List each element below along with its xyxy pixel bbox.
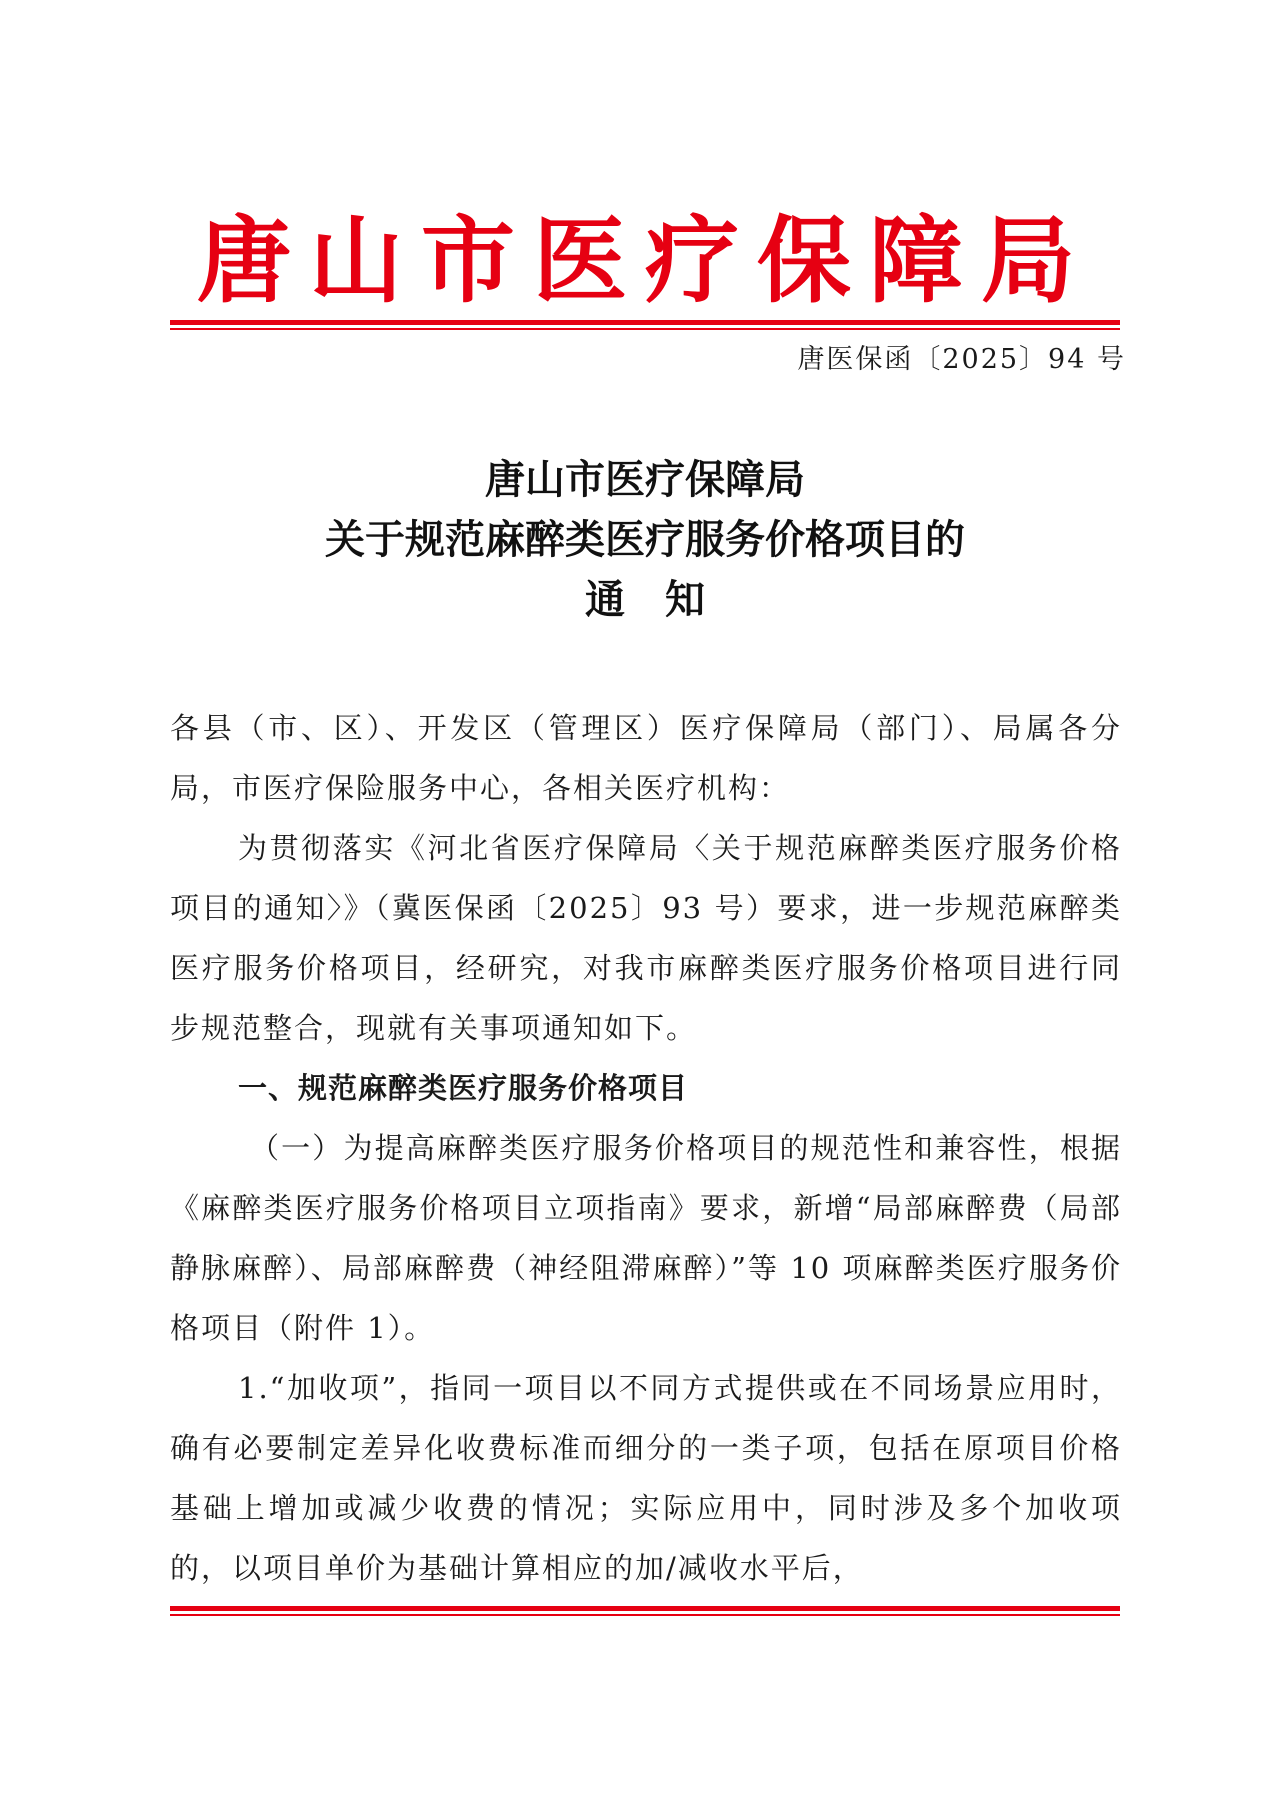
intro-paragraph: 为贯彻落实《河北省医疗保障局〈关于规范麻醉类医疗服务价格项目的通知〉》（冀医保函〔2025〕93 号）要求，进一步规范麻醉类医疗服务价格项目，经研究，对我市麻醉类医疗服务价格项目进行同步规范整合，现就有关事项通知如下。 — [170, 831, 1122, 1045]
addressee-paragraph: 各县（市、区）、开发区（管理区）医疗保障局（部门）、局属各分局，市医疗保险服务中心，各相关医疗机构： — [170, 711, 1122, 805]
footer-red-rule — [170, 1606, 1120, 1616]
document-title — [170, 450, 1120, 630]
masthead-organization: 唐山市医疗保障局 — [196, 206, 1093, 316]
document-number: 唐医保函〔2025〕94 号 — [797, 344, 1126, 375]
section-item-paragraph: （一）为提高麻醉类医疗服务价格项目的规范性和兼容性，根据《麻醉类医疗服务价格项目立项指南》要求，新增“局部麻醉费（局部静脉麻醉）、局部麻醉费（神经阻滞麻醉）”等 10 项麻醉类医疗服务价格项目（附件 1）。 — [170, 1131, 1122, 1345]
masthead — [170, 196, 1120, 326]
title-line-1: 唐山市医疗保障局 — [485, 456, 805, 503]
title-line-3: 通知 — [585, 576, 745, 623]
header-red-rule — [170, 320, 1120, 330]
section-heading: 一、规范麻醉类医疗服务价格项目 — [238, 1071, 689, 1105]
document-body — [170, 698, 1122, 1598]
section-subitem-paragraph: 1.“加收项”，指同一项目以不同方式提供或在不同场景应用时，确有必要制定差异化收费标准而细分的一类子项，包括在原项目价格基础上增加或减少收费的情况；实际应用中，同时涉及多个加收项的，以项目单价为基础计算相应的加/减收水平后， — [170, 1371, 1122, 1585]
title-line-2: 关于规范麻醉类医疗服务价格项目的 — [325, 516, 965, 563]
